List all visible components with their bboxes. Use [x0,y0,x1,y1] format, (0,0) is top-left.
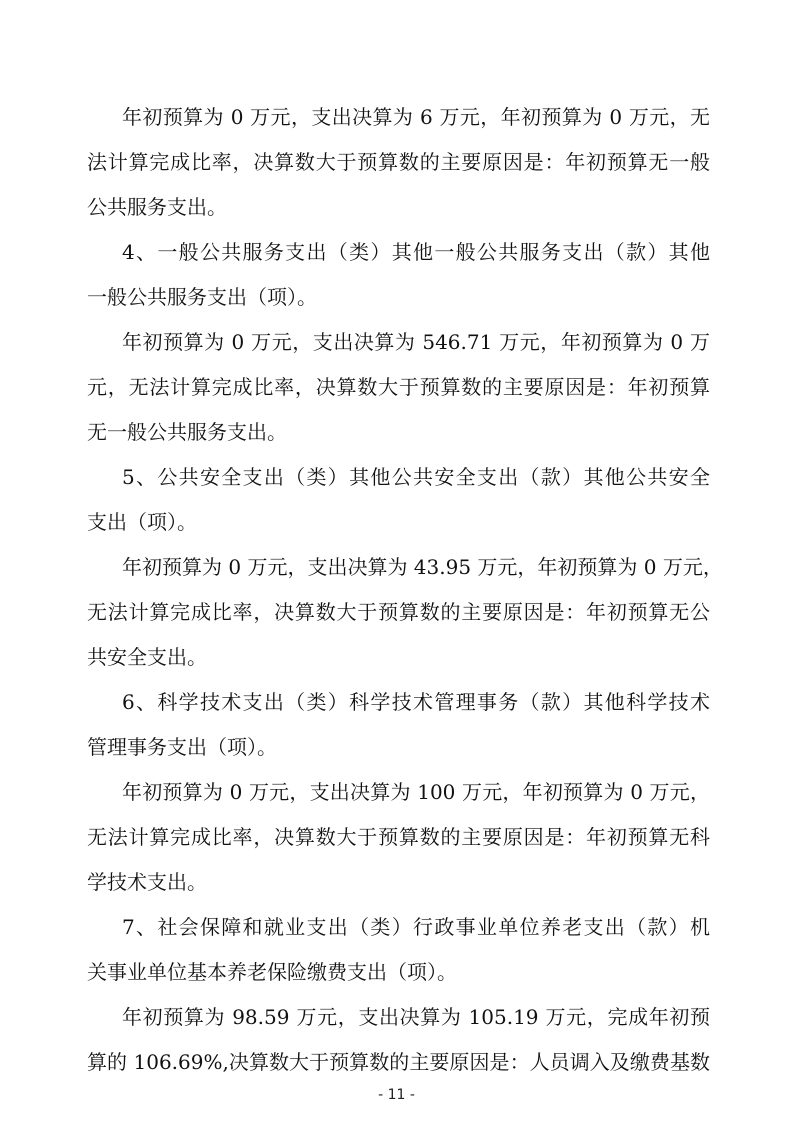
body-text-line: 学技术支出。 [87,870,207,894]
section-heading-line: 7、社会保障和就业支出（类）行政事业单位养老支出（款）机 [122,915,710,939]
section-heading-line: 6、科学技术支出（类）科学技术管理事务（款）其他科学技术 [122,690,710,714]
section-heading-line: 关事业单位基本养老保险缴费支出（项）。 [87,960,457,984]
body-text-line: 法计算完成比率，决算数大于预算数的主要原因是：年初预算无一般 [87,150,710,174]
section-heading-line: 管理事务支出（项）。 [87,735,277,759]
body-text-line: 无法计算完成比率，决算数大于预算数的主要原因是：年初预算无科 [87,825,710,849]
section-heading-line: 支出（项）。 [87,510,197,534]
section-heading-line: 一般公共服务支出（项）。 [87,285,317,309]
body-text-line: 年初预算为 0 万元，支出决算为 6 万元，年初预算为 0 万元，无 [122,105,710,129]
body-text-line: 公共服务支出。 [87,195,227,219]
body-text-line: 无一般公共服务支出。 [87,420,287,444]
body-text-line: 年初预算为 0 万元，支出决算为 100 万元，年初预算为 0 万元， [122,780,710,804]
body-text-line: 元，无法计算完成比率，决算数大于预算数的主要原因是：年初预算 [87,375,710,399]
body-text-line: 年初预算为 0 万元，支出决算为 43.95 万元，年初预算为 0 万元， [122,555,723,579]
body-text-line: 共安全支出。 [87,645,207,669]
section-heading-line: 5、公共安全支出（类）其他公共安全支出（款）其他公共安全 [122,465,710,489]
section-heading-line: 4、一般公共服务支出（类）其他一般公共服务支出（款）其他 [122,240,710,264]
body-text-line: 年初预算为 0 万元，支出决算为 546.71 万元，年初预算为 0 万 [122,330,710,354]
body-text-line: 无法计算完成比率，决算数大于预算数的主要原因是：年初预算无公 [87,600,710,624]
body-text-line: 年初预算为 98.59 万元，支出决算为 105.19 万元，完成年初预 [122,1005,710,1029]
body-text-line: 算的 106.69%,决算数大于预算数的主要原因是：人员调入及缴费基数 [87,1050,710,1074]
page-number: - 11 - [378,1087,415,1103]
